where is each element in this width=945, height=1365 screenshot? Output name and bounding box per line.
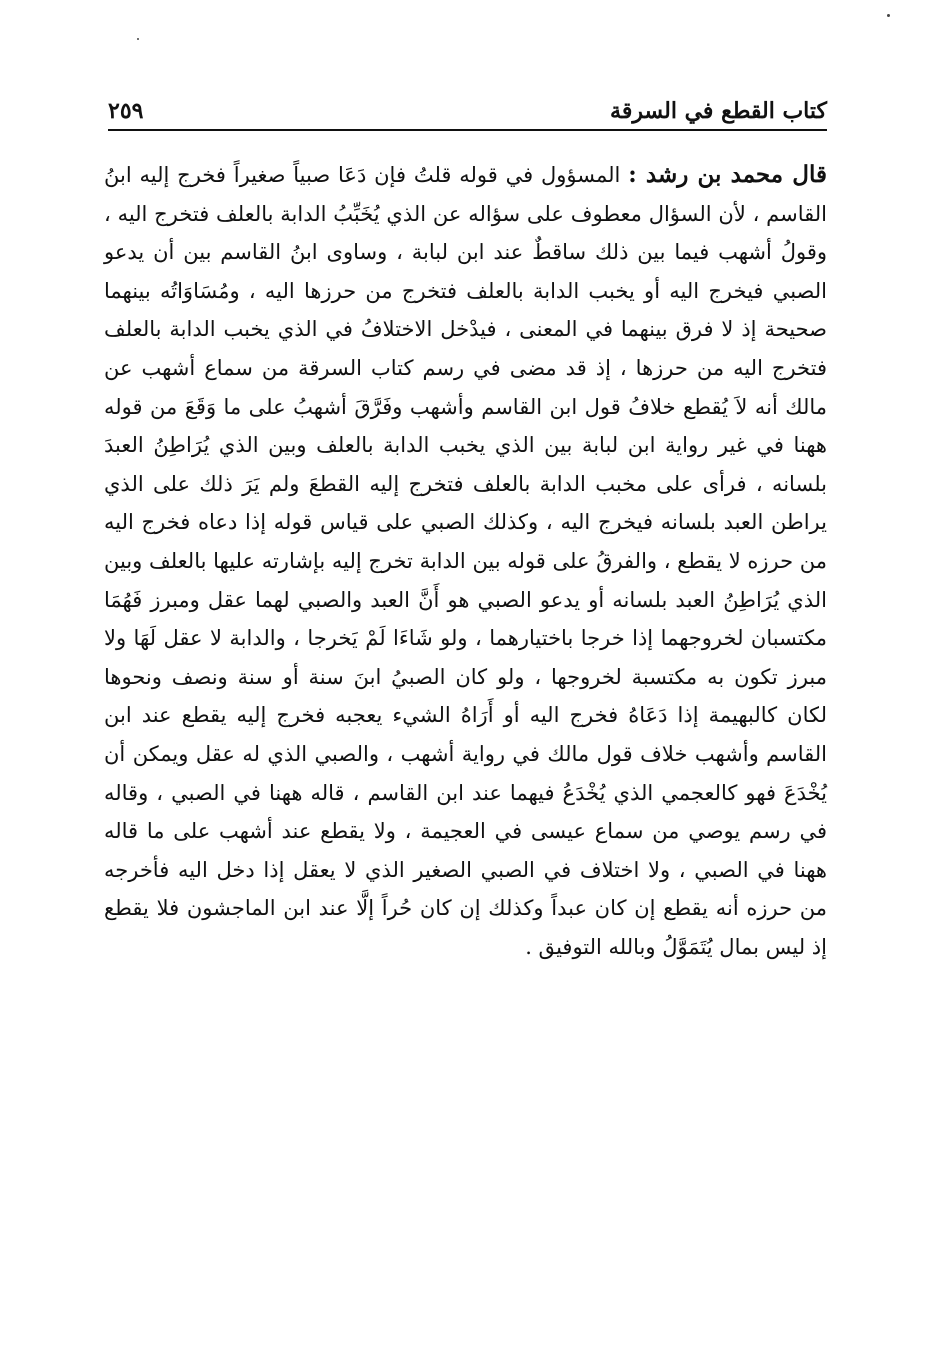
- lead-phrase: قال محمد بن رشد :: [628, 161, 827, 188]
- scan-speck: [137, 38, 139, 40]
- body-paragraph: [104, 156, 827, 966]
- page-number: ٢٥٩: [108, 98, 144, 124]
- paragraph-text: المسؤول في قوله قلتُ فإن دَعَا صبياً صغيراً فخرج إليه ابنُ القاسم ، لأن السؤال معطوف على سؤاله عن الذي يُخَبِّبُ الدابة بالعلف فتخرج اليه ، وقولُ أشهب فيما بين ذلك ساقطٌ عند ابن لبابة ، وساوى ابنُ القاسم بين أن يدعو الصبي فيخرج اليه أو يخبب الدابة بالعلف فتخرج من حرزها اليه ، ومُسَاوَاتُه بينهما صحيحة إذ لا فرق بينهما في المعنى ، فيدْخل الاختلافُ في الذي يخبب الدابة بالعلف فتخرج اليه من حرزها ، إذ قد مضى في رسم كتاب السرقة من سماع أشهب عن مالك أنه لاَ يُقطع خلافُ قول ابن القاسم وأشهب وفَرَّقَ أشهبُ على ما وَقَعَ من قوله ههنا في غير رواية ابن لبابة بين الذي يخبب الدابة بالعلف وبين الذي يُرَاطِنُ العبدَ بلسانه ، فرأى على مخبب الدابة بالعلف فتخرج إليه القطعَ ولم يَرَ ذلك على الذي يراطن العبد بلسانه فيخرج اليه ، وكذلك الصبي على قياس قوله إذا دعاه فخرج اليه من حرزه لا يقطع ، والفرقُ على قوله بين الدابة تخرج إليه بإشارته عليها بالعلف وبين الذي يُرَاطِنُ العبد بلسانه أو يدعو الصبي هو أَنَّ العبد والصبي لهما عقل ومبرز فَهُمَا مكتسبان لخروجهما إذا خرجا باختيارهما ، ولو شَاءَا لَمْ يَخرجا ، والدابة لا عقل لَهَا ولا مبرز تكون به مكتسبة لخروجها ، ولو كان الصبيُ ابنَ سنة أو سنة ونصف ونحوها لكان كالبهيمة إذا دَعَاهُ فخرج اليه أو أَرَاهُ الشيء يعجبه فخرج إليه يقطع عند ابن القاسم وأشهب خلاف قول مالك في رواية أشهب ، والصبي الذي له عقل ويمكن أن يُخْدَعَ فهو كالعجمي الذي يُخْدَعُ فيهما عند ابن القاسم ، قاله ههنا في الصبي ، وقاله في رسم يوصي من سماع عيسى في العجيمة ، ولا يقطع عند أشهب على ما قاله ههنا في الصبي ، ولا اختلاف في الصبي الصغير الذي لا يعقل إذا دخل اليه فأخرجه من حرزه أنه يقطع إن كان عبداً وكذلك إن كان حُراً إلَّا عند ابن الماجشون فلا يقطع إذ ليس بمال يُتَمَوَّلُ وبالله التوفيق .: [104, 163, 827, 959]
- running-title: كتاب القطع في السرقة: [610, 98, 827, 124]
- page-header: [108, 84, 827, 124]
- header-divider: [108, 129, 827, 131]
- scan-speck: [887, 14, 890, 17]
- body-text: [104, 156, 827, 966]
